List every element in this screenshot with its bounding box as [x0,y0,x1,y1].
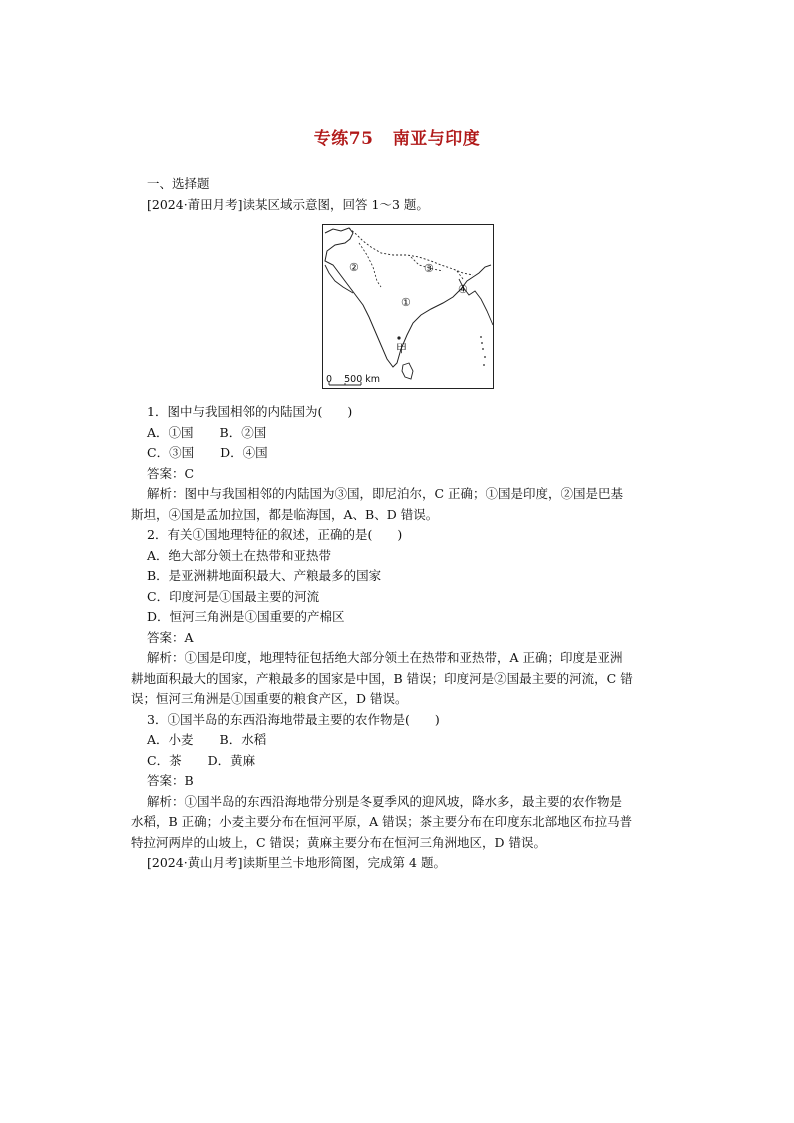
q2-option-b: B．是亚洲耕地面积最大、产粮最多的国家 [147,568,382,583]
q2-option-c: C．印度河是①国最主要的河流 [147,588,320,604]
q1-analysis-line1: 解析：图中与我国相邻的内陆国为③国，即尼泊尔，C 正确；①国是印度，②国是巴基 [147,486,624,501]
q3-option-b: B．水稻 [219,732,267,747]
section-title: 一、选择题 [147,176,210,191]
q3-answer: 答案：B [147,773,194,788]
question-block [131,402,677,874]
q2-answer: 答案：A [147,629,194,645]
q1-option-c: C．③国 [147,445,195,460]
q2-option-d: D．恒河三角洲是①国重要的产棉区 [147,609,345,624]
q2-stem: 2．有关①国地理特征的叙述，正确的是( ) [147,527,403,542]
q1-analysis-line2: 斯坦，④国是孟加拉国，都是临海国，A、B、D 错误。 [131,506,439,522]
map-label-2: ② [349,261,359,274]
section-header-block [147,174,677,215]
q2-analysis-line1: 解析：①国是印度，地理特征包括绝大部分领土在热带和亚热带，A 正确；印度是亚洲 [147,650,623,665]
q1-stem: 1．图中与我国相邻的内陆国为( ) [147,404,353,419]
q3-analysis-line1: 解析：①国半岛的东西沿海地带分别是冬夏季风的迎风坡，降水多，最主要的农作物是 [147,793,623,809]
q3-analysis-line3: 特拉河两岸的山坡上，C 错误；黄麻主要分布在恒河三角洲地区，D 错误。 [131,834,547,850]
map-label-3: ③ [424,262,434,275]
title-main: 南亚与印度 [392,129,481,149]
q1-option-d: D．④国 [220,445,268,460]
q1-option-b: B．②国 [219,424,267,440]
q1-answer: 答案：C [147,465,195,481]
map-scale: 0 500 km [326,374,381,385]
q3-options-row1 [147,730,677,751]
map-label-1: ① [401,296,411,309]
q1-option-a: A．①国 [147,424,194,440]
intro-q1-3: [2024·莆田月考]读某区域示意图，回答 1～3 题。 [147,196,429,212]
intro-q4: [2024·黄山月考]读斯里兰卡地形简图，完成第 4 题。 [147,855,446,870]
map-label-4: ④ [458,283,468,296]
map-label-jia: 甲 [396,342,407,355]
q3-option-d: D．黄麻 [207,752,256,768]
q1-options-row1 [147,423,677,444]
q2-option-a: A．绝大部分领土在热带和亚热带 [147,547,332,563]
q3-option-c: C．茶 [147,752,182,768]
q3-option-a: A．小麦 [147,732,194,747]
south-asia-map [322,224,494,389]
q3-options-row2 [147,751,677,772]
title-prefix: 专练75 [313,129,374,149]
q3-analysis-line2: 水稻，B 正确；小麦主要分布在恒河平原，A 错误；茶主要分布在印度东北部地区布拉马普 [131,814,633,829]
page-title [0,124,794,149]
q2-analysis-line3: 误；恒河三角洲是①国重要的粮食产区，D 错误。 [131,691,408,706]
q2-analysis-line2: 耕地面积最大的国家，产粮最多的国家是中国，B 错误；印度河是②国最主要的河流，C 错 [131,670,633,686]
q1-options-row2 [147,443,677,464]
q3-stem: 3．①国半岛的东西沿海地带最主要的农作物是( ) [147,711,440,727]
